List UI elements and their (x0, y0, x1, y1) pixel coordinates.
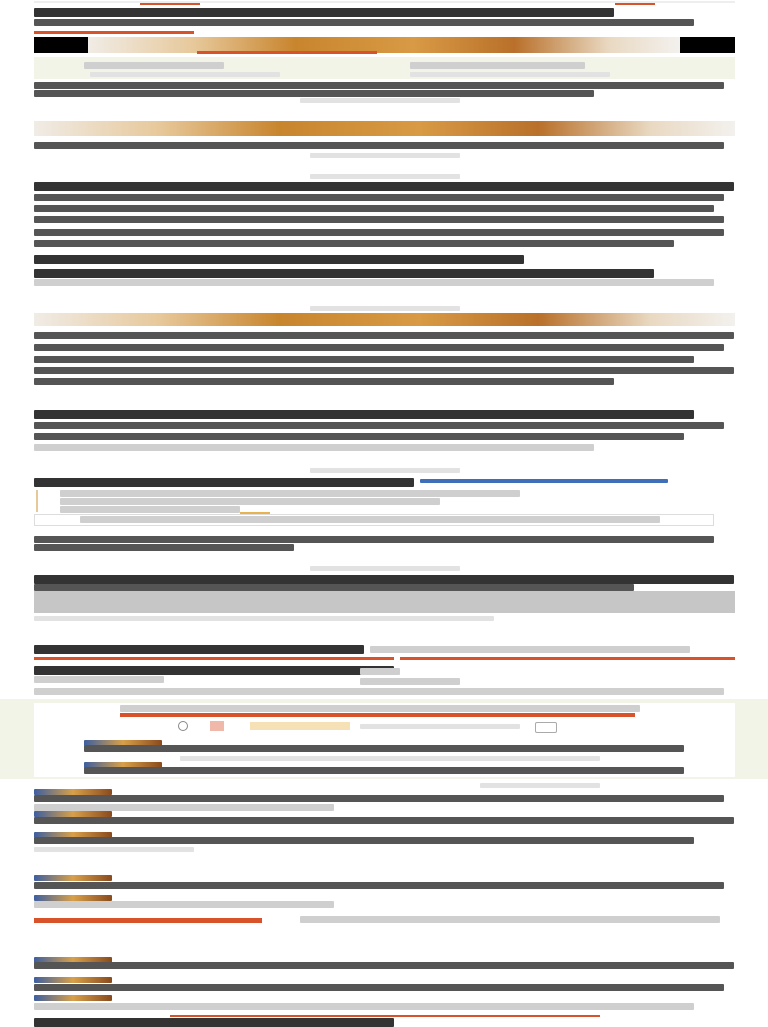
related-item[interactable] (34, 882, 724, 889)
related-title (480, 783, 600, 788)
p4-line-3 (34, 433, 684, 440)
p4-line-1 (34, 410, 694, 419)
caption-right-line (410, 62, 585, 69)
p6-line-2 (34, 584, 634, 591)
related-item[interactable] (34, 984, 724, 991)
caption-right-line-2 (410, 72, 610, 77)
promo-item[interactable] (84, 767, 684, 774)
p2-line-2 (34, 240, 674, 247)
related-meta (34, 847, 194, 852)
p4-line-2 (34, 422, 724, 429)
intro-line-1 (34, 82, 724, 89)
caption-left-line-2 (90, 72, 280, 77)
header-divider (34, 31, 194, 34)
promo-title (120, 705, 640, 712)
promo-item[interactable] (84, 745, 684, 752)
promo-subtitle (360, 724, 520, 729)
divider-4 (310, 566, 460, 571)
related-meta (34, 804, 334, 811)
divider-3 (310, 468, 460, 473)
related-item[interactable] (34, 817, 734, 824)
hero-progress (197, 51, 377, 54)
tab-underline-left (34, 657, 394, 660)
image-icon[interactable] (210, 721, 224, 731)
p2-line-1 (34, 229, 724, 236)
footer-accent (170, 1015, 600, 1017)
article-image-2[interactable] (34, 313, 735, 326)
p3-line-1 (34, 332, 734, 339)
share-icon[interactable] (178, 721, 188, 731)
p3-line-3 (34, 356, 694, 363)
p6-line-1 (34, 575, 734, 584)
intro-caption (300, 98, 460, 103)
list-item (60, 498, 440, 505)
p5-line-1 (34, 536, 714, 543)
embedded-media-placeholder[interactable] (34, 591, 735, 613)
p1-line-3 (34, 205, 714, 212)
caption-1-line (34, 142, 724, 149)
calendar-icon[interactable] (535, 722, 557, 733)
p5-line-2 (34, 544, 294, 551)
related-item[interactable] (34, 795, 724, 802)
intro-line-2 (34, 90, 594, 97)
list-item (60, 490, 520, 497)
related-thumb[interactable] (34, 875, 112, 881)
info-value-right (360, 678, 460, 685)
p2-line-3 (34, 255, 524, 264)
info-value-left (34, 676, 164, 683)
related-progress (34, 918, 262, 923)
header-accent-left (140, 3, 200, 5)
divider-2 (310, 306, 460, 311)
footer-heading (34, 1018, 394, 1027)
p3-line-2 (34, 344, 724, 351)
title-line-2 (34, 19, 694, 26)
tab-right[interactable] (370, 646, 690, 653)
p3-line-4 (34, 367, 734, 374)
related-thumb[interactable] (34, 995, 112, 1001)
list-marker (36, 490, 44, 512)
related-item[interactable] (34, 837, 694, 844)
list-item (60, 506, 240, 513)
info-row-line (34, 688, 724, 695)
header-accent-right (615, 3, 655, 5)
article-image-1[interactable] (34, 121, 735, 136)
info-label-right (360, 668, 400, 675)
subheading-line (34, 478, 414, 487)
title-line-1 (34, 8, 614, 17)
divider-1 (310, 174, 460, 179)
tab-underline-right (400, 657, 735, 660)
p3-line-5 (34, 378, 614, 385)
p1-line-4 (34, 216, 724, 223)
quote-text (80, 516, 660, 523)
related-item[interactable] (300, 916, 720, 923)
subheading-link[interactable] (420, 479, 668, 483)
caption-left-line (84, 62, 224, 69)
quote-accent (240, 512, 270, 514)
related-meta (34, 1003, 694, 1010)
promo-item-meta (180, 756, 600, 761)
hero-image[interactable] (88, 37, 680, 53)
related-thumb[interactable] (34, 977, 112, 983)
p4-line-4 (34, 444, 594, 451)
p2-line-5 (34, 279, 714, 286)
promo-highlight (250, 722, 350, 730)
tab-left[interactable] (34, 645, 364, 654)
related-item[interactable] (34, 901, 334, 908)
p2-line-4 (34, 269, 654, 278)
promo-accent (120, 713, 635, 717)
p1-line-2 (34, 194, 724, 201)
p1-line-1 (34, 182, 734, 191)
media-caption (34, 616, 494, 621)
related-item[interactable] (34, 962, 734, 969)
caption-1-sub (310, 153, 460, 158)
info-label-left (34, 666, 394, 675)
